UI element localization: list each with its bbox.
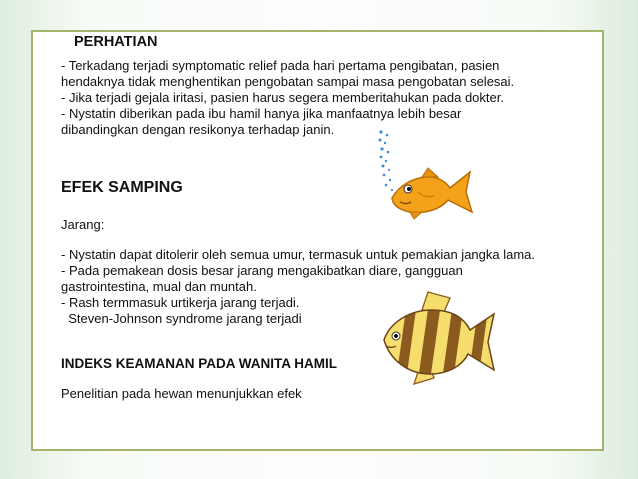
efek-samping-line-2: - Pada pemakean dosis besar jarang mengakibatkan diare, gangguan	[61, 263, 463, 278]
perhatian-line-1: - Terkadang terjadi symptomatic relief pada hari pertama pengibatan, pasien	[61, 58, 500, 73]
efek-samping-title: EFEK SAMPING	[61, 179, 183, 196]
perhatian-line-3: - Jika terjadi gejala iritasi, pasien harus segera memberitahukan pada dokter.	[61, 90, 504, 105]
perhatian-title: PERHATIAN	[74, 34, 158, 50]
indeks-text: Penelitian pada hewan menunjukkan efek	[61, 386, 302, 401]
efek-samping-line-4: - Rash termmasuk urtikerja jarang terjadi.	[61, 295, 300, 310]
efek-samping-frequency: Jarang:	[61, 217, 105, 232]
striped-fish-icon	[378, 288, 498, 386]
efek-samping-line-1: - Nystatin dapat ditolerir oleh semua umur, termasuk untuk pemakian jangka lama.	[61, 247, 536, 262]
efek-samping-line-3: gastrointestina, mual dan muntah.	[61, 279, 257, 294]
perhatian-line-4: - Nystatin diberikan pada ibu hamil hanya jika manfaatnya lebih besar	[61, 106, 462, 121]
perhatian-line-5: dibandingkan dengan resikonya terhadap janin.	[61, 122, 335, 137]
orange-fish-icon	[382, 162, 474, 220]
efek-samping-line-5: Steven-Johnson syndrome jarang terjadi	[61, 311, 302, 326]
perhatian-line-2: hendaknya tidak menghentikan pengobatan sampai masa pengobatan selesai.	[61, 74, 515, 89]
indeks-title: INDEKS KEAMANAN PADA WANITA HAMIL	[61, 356, 337, 371]
